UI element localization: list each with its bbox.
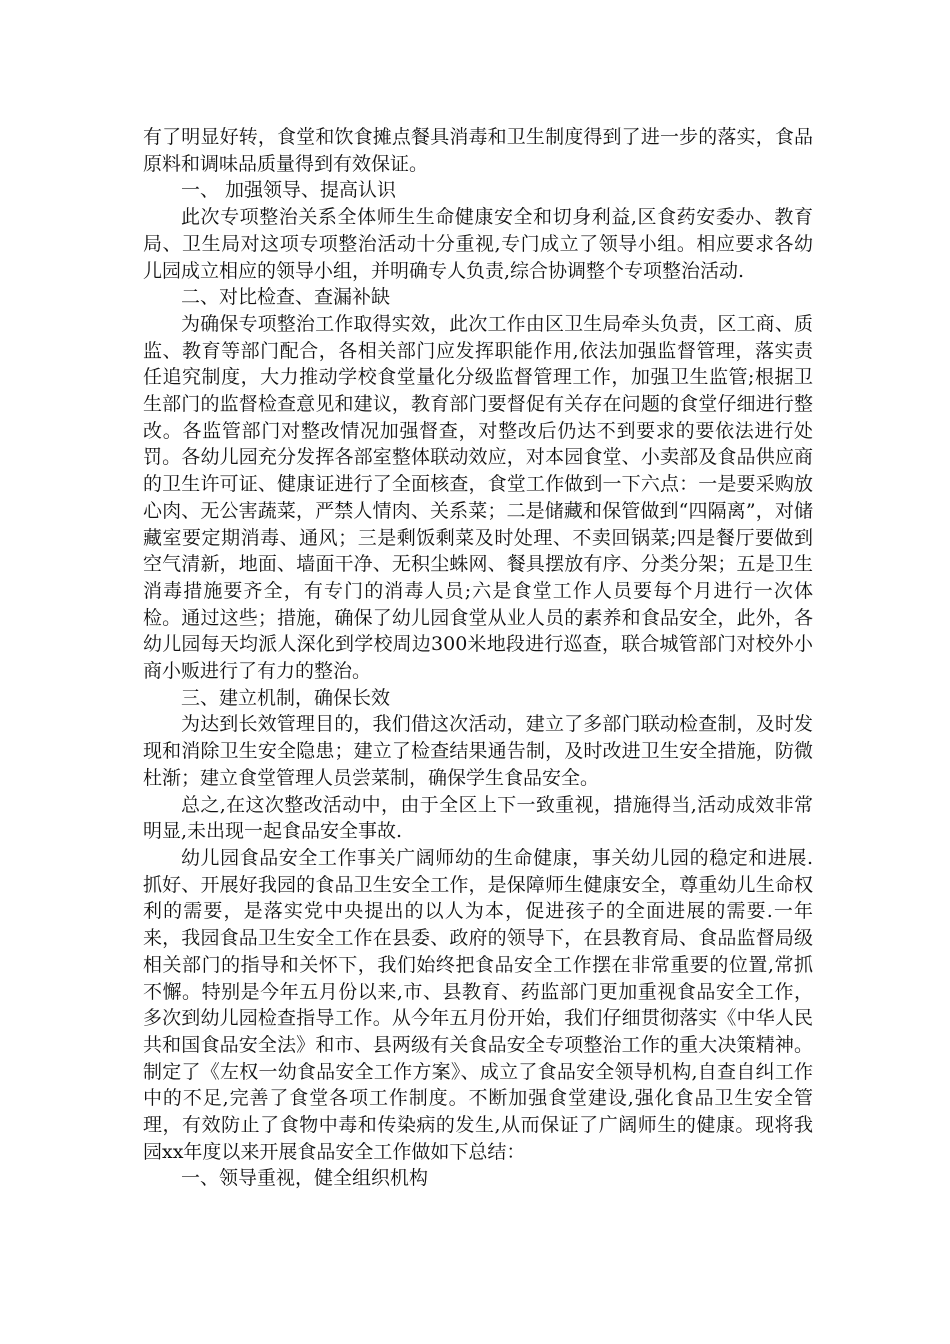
- paragraph-leadership: 此次专项整治关系全体师生生命健康安全和切身利益,区食药安委办、教育局、卫生局对这项专项整治活动十分重视,专门成立了领导小组。相应要求各幼儿园成立相应的领导小组，并明确专人负责,综合协调整个专项整治活动.: [143, 206, 813, 282]
- paragraph-inspection: 为确保专项整治工作取得实效，此次工作由区卫生局牵头负责，区工商、质监、教育等部门配合，各相关部门应发挥职能作用,依法加强监督管理，落实责任追究制度，大力推动学校食堂量化分级监督管理工作，加强卫生监管;根据卫生部门的监督检查意见和建议，教育部门要督促有关存在问题的食堂仔细进行整改。各监管部门对整改情况加强督查，对整改后仍达不到要求的要依法进行处罚。各幼儿园充分发挥各部室整体联动效应，对本园食堂、小卖部及食品供应商的卫生许可证、健康证进行了全面核查，食堂工作做到一下六点：一是要采购放心肉、无公害蔬菜，严禁人情肉、关系菜；二是储藏和保管做到“四隔离”，对储藏室要定期消毒、通风；三是剩饭剩菜及时处理、不卖回锅菜;四是餐厅要做到空气清新，地面、墙面干净、无积尘蛛网、餐具摆放有序、分类分架；五是卫生消毒措施要齐全，有专门的消毒人员;六是食堂工作人员要每个月进行一次体检。通过这些；措施，确保了幼儿园食堂从业人员的素养和食品安全，此外，各幼儿园每天均派人深化到学校周边300米地段进行巡查，联合城管部门对校外小商小贩进行了有力的整治。: [143, 312, 813, 683]
- section-heading-4: 一、领导重视，健全组织机构: [181, 1167, 429, 1190]
- paragraph-continuation: 有了明显好转，食堂和饮食摊点餐具消毒和卫生制度得到了进一步的落实，食品原料和调味品质量得到有效保证。: [143, 126, 813, 175]
- section-heading-3: 三、建立机制，确保长效: [181, 686, 391, 709]
- section-heading-1: 一、 加强领导、提高认识: [181, 179, 397, 202]
- document-body: [143, 124, 813, 1192]
- paragraph-kindergarten-intro: 幼儿园食品安全工作事关广阔师幼的生命健康，事关幼儿园的稳定和进展.抓好、开展好我园的食品卫生安全工作，是保障师生健康安全，尊重幼儿生命权利的需要，是落实党中央提出的以人为本，促进孩子的全面进展的需要.一年来，我园食品卫生安全工作在县委、政府的领导下，在县教育局、食品监督局级相关部门的指导和关怀下，我们始终把食品安全工作摆在非常重要的位置,常抓不懈。特别是今年五月份以来,市、县教育、药监部门更加重视食品安全工作，多次到幼儿园检查指导工作。从今年五月份开始，我们仔细贯彻落实《中华人民共和国食品安全法》和市、县两级有关食品安全专项整治工作的重大决策精神。制定了《左权一幼食品安全工作方案》、成立了食品安全领导机构,自查自纠工作中的不足,完善了食堂各项工作制度。不断加强食堂建设,强化食品卫生安全管理，有效防止了食物中毒和传染病的发生,从而保证了广阔师生的健康。现将我园xx年度以来开展食品安全工作做如下总结：: [143, 846, 813, 1163]
- paragraph-mechanism: 为达到长效管理目的，我们借这次活动，建立了多部门联动检查制，及时发现和消除卫生安全隐患；建立了检查结果通告制，及时改进卫生安全措施，防微杜渐；建立食堂管理人员尝菜制，确保学生食品安全。: [143, 713, 813, 789]
- section-heading-2: 二、对比检查、查漏补缺: [181, 286, 391, 309]
- paragraph-summary: 总之,在这次整改活动中，由于全区上下一致重视，措施得当,活动成效非常明显,未出现一起食品安全事故.: [143, 793, 813, 843]
